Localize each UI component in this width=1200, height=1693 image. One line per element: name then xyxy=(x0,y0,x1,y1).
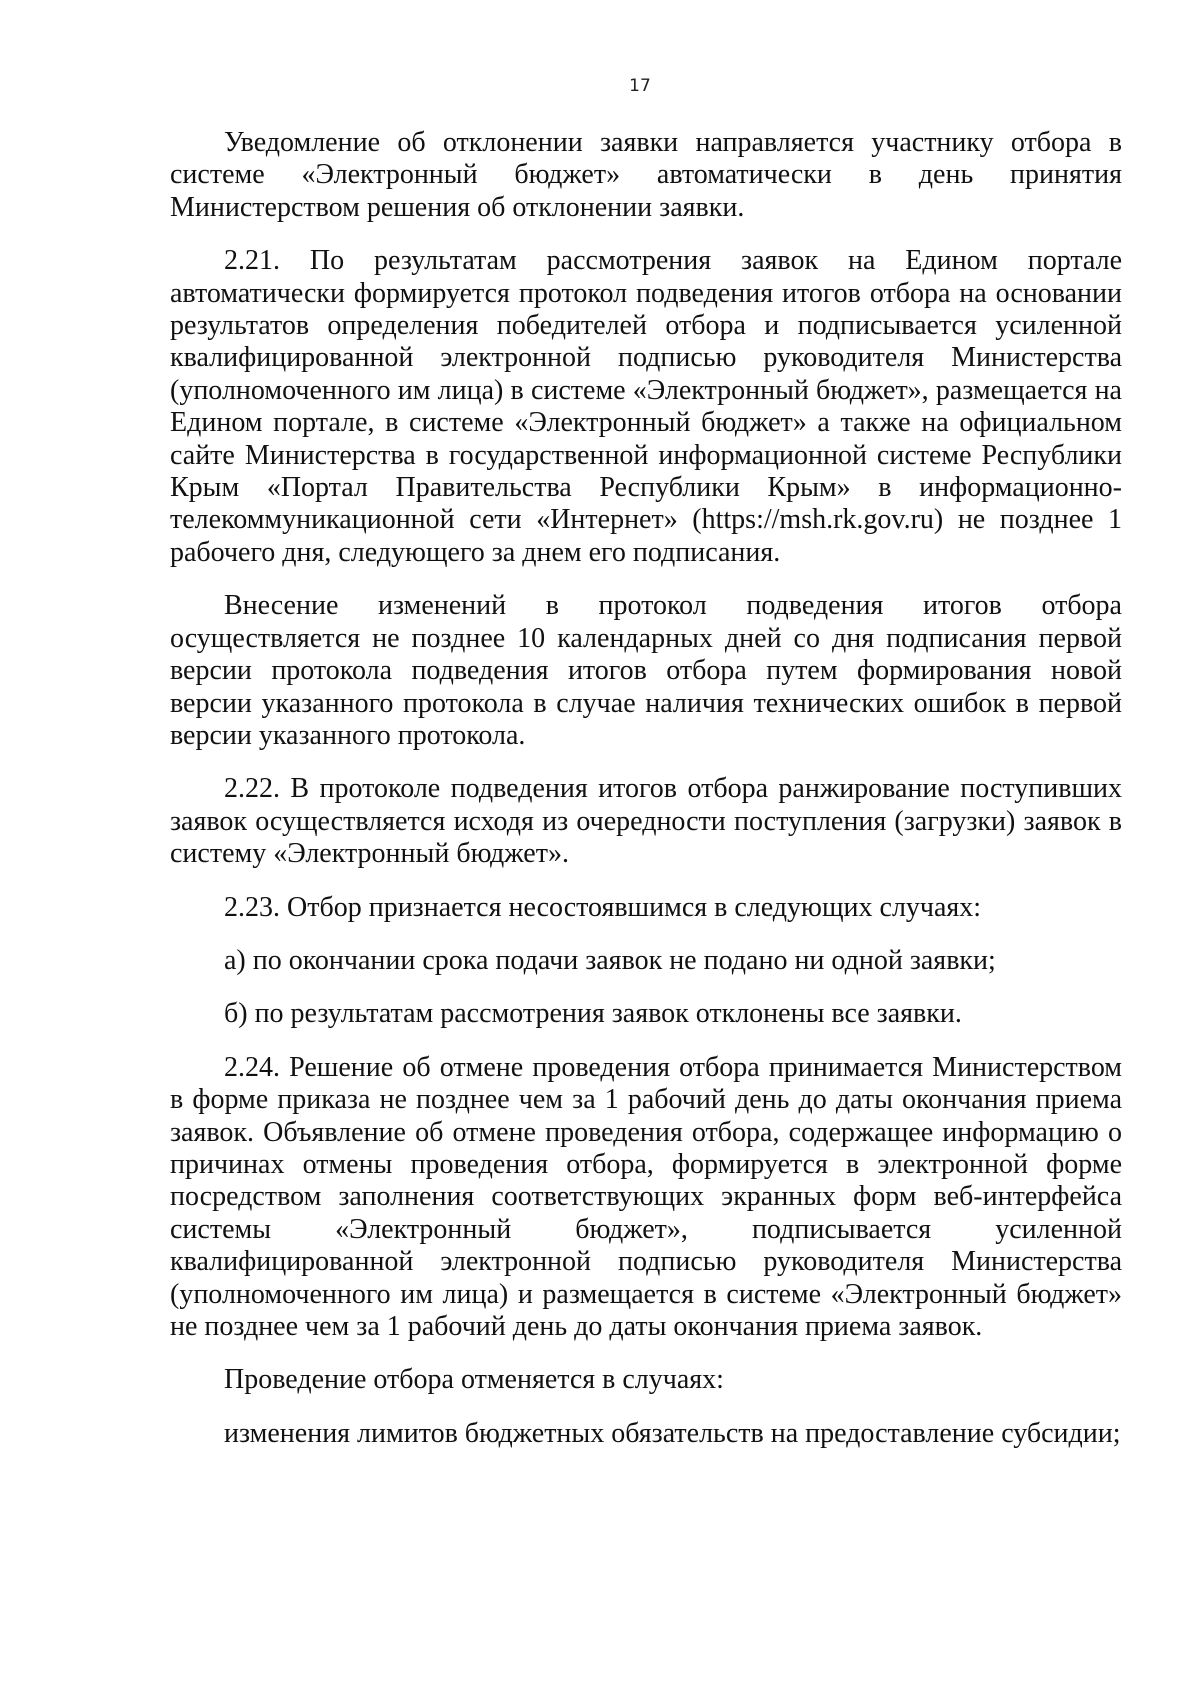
list-item-a: а) по окончании срока подачи заявок не подано ни одной заявки; xyxy=(224,944,996,976)
list-item-budget-limits: изменения лимитов бюджетных обязательств на предоставление субсидии; xyxy=(224,1417,1121,1449)
paragraph-2-24: 2.24. Решение об отмене проведения отбора принимается Министерством в форме приказа не позднее чем за 1 рабочий день до даты окончания приема заявок. Объявление об отмене проведения отбора, содержащее информацию о причинах отмены проведения отбора, формируется в электронной форме посредством заполнения соответствующих экранных форм веб-интерфейса системы «Электронный бюджет», подписывается усиленной квалифицированной электронной подписью руководителя Министерства (уполномоченного им лица) и размещается в системе «Электронный бюджет» не позднее чем за 1 рабочий день до даты окончания приема заявок. xyxy=(170,1051,1122,1342)
paragraph-2-23: 2.23. Отбор признается несостоявшимся в следующих случаях: xyxy=(224,891,982,923)
list-item-b: б) по результатам рассмотрения заявок отклонены все заявки. xyxy=(224,998,962,1030)
paragraph-protocol-changes: Внесение изменений в протокол подведения итогов отбора осуществляется не позднее 10 календарных дней со дня подписания первой версии протокола подведения итогов отбора путем формирования новой версии указанного протокола в случае наличия технических ошибок в первой версии указанного протокола. xyxy=(170,590,1122,751)
paragraph-2-22: 2.22. В протоколе подведения итогов отбора ранжирование поступивших заявок осуществляется исходя из очередности поступления (загрузки) заявок в систему «Электронный бюджет». xyxy=(170,773,1122,870)
document-body xyxy=(170,127,1122,1471)
page-number: 17 xyxy=(629,76,651,96)
paragraph-2-21: 2.21. По результатам рассмотрения заявок на Едином портале автоматически формируется протокол подведения итогов отбора на основании результатов определения победителей отбора и подписывается усиленной квалифицированной электронной подписью руководителя Министерства (уполномоченного им лица) в системе «Электронный бюджет», размещается на Едином портале, в системе «Электронный бюджет» а также на официальном сайте Министерства в государственной информационной системе Республики Крым «Портал Правительства Республики Крым» в информационно-телекоммуникационной сети «Интернет» (https://msh.rk.gov.ru) не позднее 1 рабочего дня, следующего за днем его подписания. xyxy=(170,245,1122,568)
paragraph-cancellation-cases: Проведение отбора отменяется в случаях: xyxy=(224,1364,724,1396)
paragraph-rejection-notice: Уведомление об отклонении заявки направляется участнику отбора в системе «Электронный бюджет» автоматически в день принятия Министерством решения об отклонении заявки. xyxy=(170,127,1122,223)
